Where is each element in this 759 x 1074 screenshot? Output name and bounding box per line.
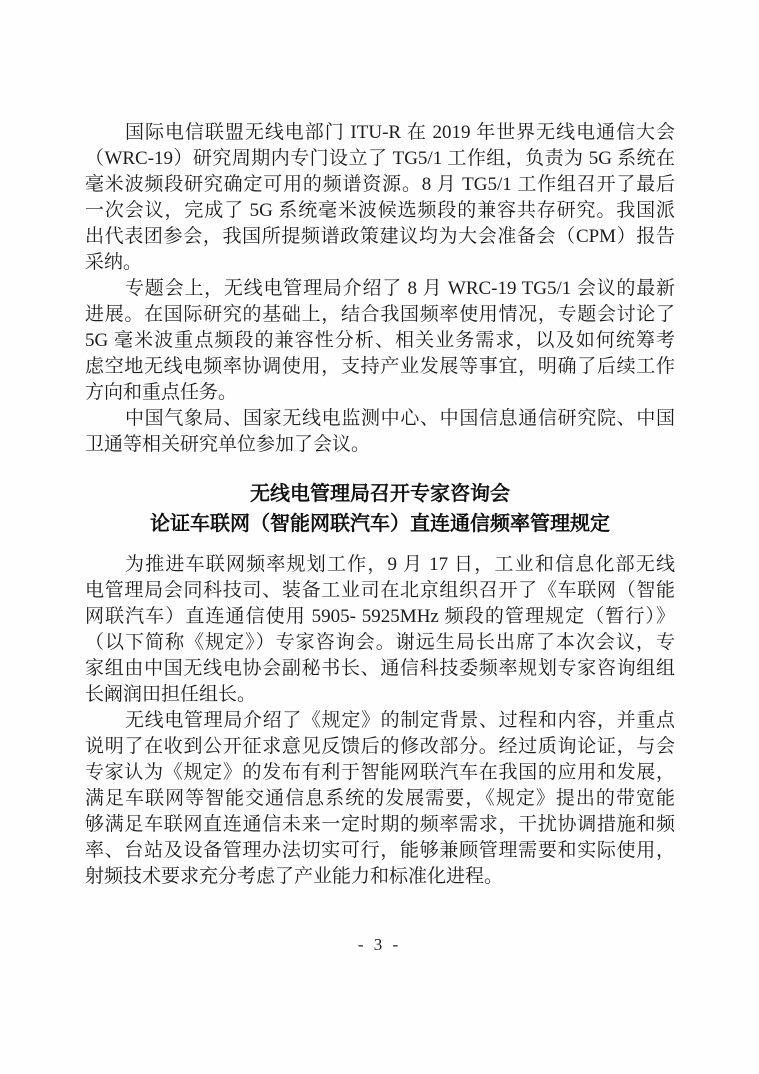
section-v2x-regulation [85, 552, 675, 890]
text-line: 5G 毫米波重点频段的兼容性分析、相关业务需求，以及如何统筹考 [85, 330, 675, 351]
text-line: （WRC-19）研究周期内专门设立了 TG5/1 工作组，负责为 5G 系统在 [85, 148, 675, 169]
text-line: 网联汽车）直连通信使用 5905- 5925MHz 频段的管理规定（暂行）》 [85, 606, 675, 627]
page-number: - 3 - [357, 935, 402, 954]
text-line: 专家认为《规定》的发布有利于智能网联汽车在我国的应用和发展， [85, 762, 675, 783]
article-subtitle: 论证车联网（智能网联汽车）直连通信频率管理规定 [150, 511, 610, 535]
text-line: 家组由中国无线电协会副秘书长、通信科技委频率规划专家咨询组组 [85, 658, 675, 679]
article-title: 无线电管理局召开专家咨询会 [250, 481, 510, 505]
text-line: 采纳。 [85, 252, 143, 273]
text-line: 率、台站及设备管理办法切实可行，能够兼顾管理需要和实际使用， [85, 840, 675, 861]
paragraph-special-meeting [85, 276, 675, 406]
document-body [85, 120, 675, 890]
text-line: 毫米波频段研究确定可用的频谱资源。8 月 TG5/1 工作组召开了最后 [85, 174, 675, 195]
text-line: 电管理局会同科技司、装备工业司在北京组织召开了《车联网（智能 [85, 580, 675, 601]
text-line: 专题会上，无线电管理局介绍了 8 月 WRC-19 TG5/1 会议的最新 [125, 278, 675, 299]
text-line: 无线电管理局介绍了《规定》的制定背景、过程和内容，并重点 [125, 710, 675, 731]
text-line: 进展。在国际研究的基础上，结合我国频率使用情况，专题会讨论了 [85, 304, 675, 325]
text-line: 卫通等相关研究单位参加了会议。 [85, 434, 371, 455]
paragraph-expert-opinion [85, 708, 675, 890]
text-line: 国际电信联盟无线电部门 ITU-R 在 2019 年世界无线电通信大会 [125, 122, 675, 143]
paragraph-expert-consultation [85, 552, 675, 708]
text-line: 说明了在收到公开征求意见反馈后的修改部分。经过质询论证，与会 [85, 736, 675, 757]
article-heading [85, 478, 675, 538]
paragraph-itu-tg5-1 [85, 120, 675, 276]
paragraph-attendees [85, 406, 675, 458]
text-line: 满足车联网等智能交通信息系统的发展需要，《规定》提出的带宽能 [85, 788, 675, 809]
text-line: 够满足车联网直连通信未来一定时期的频率需求，干扰协调措施和频 [85, 814, 675, 835]
text-line: 出代表团参会，我国所提频谱政策建议均为大会准备会（CPM）报告 [85, 226, 675, 247]
text-line: 长阚润田担任组长。 [85, 684, 257, 705]
section-itu-report [85, 120, 675, 458]
text-line: 中国气象局、国家无线电监测中心、中国信息通信研究院、中国 [125, 408, 675, 429]
text-line: 一次会议，完成了 5G 系统毫米波候选频段的兼容共存研究。我国派 [85, 200, 675, 221]
text-line: 虑空地无线电频率协调使用，支持产业发展等事宜，明确了后续工作 [85, 356, 675, 377]
text-line: （以下简称《规定》）专家咨询会。谢远生局长出席了本次会议，专 [85, 632, 675, 653]
text-line: 方向和重点任务。 [85, 382, 238, 403]
text-line: 为推进车联网频率规划工作，9 月 17 日，工业和信息化部无线 [125, 554, 675, 575]
text-line: 射频技术要求充分考虑了产业能力和标准化进程。 [85, 866, 504, 887]
